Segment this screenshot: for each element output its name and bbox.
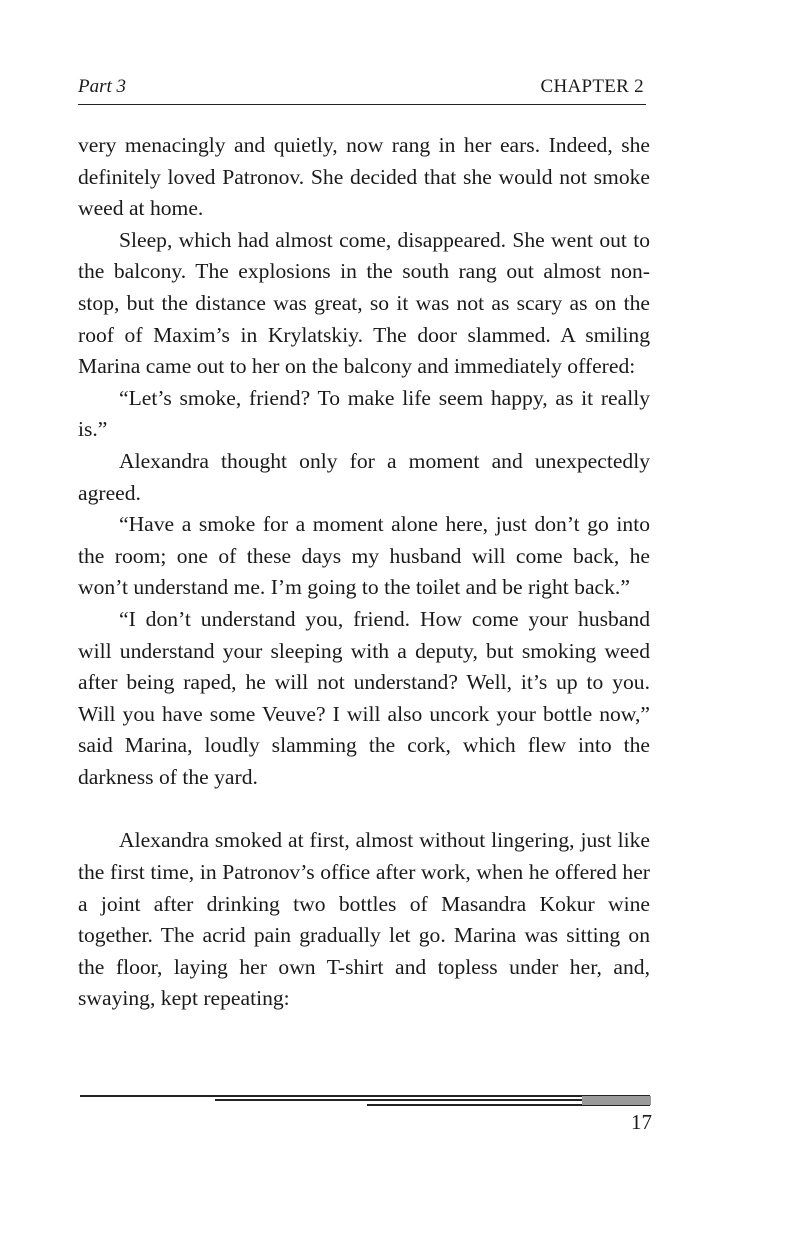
- running-header: [78, 76, 646, 105]
- part-label: Part 3: [78, 76, 127, 97]
- paragraph: Sleep, which had almost come, disappeared. She went out to the balcony. The explosions in the south rang out almost non-stop, but the distance was great, so it was not as scary as on the roof of Maxim’s in Krylatskiy. The door slammed. A smiling Marina came out to her on the balcony and immediately offered:: [78, 227, 650, 379]
- body-text: [78, 130, 650, 1015]
- footer-rule-accent: [582, 1096, 651, 1105]
- paragraph: Alexandra thought only for a moment and unexpectedly agreed.: [78, 448, 650, 505]
- paragraph: “Let’s smoke, friend? To make life seem happy, as it really is.”: [78, 385, 650, 442]
- page-number: 17: [631, 1110, 652, 1134]
- footer-rule: [80, 1095, 650, 1097]
- paragraph: very menacingly and quietly, now rang in her ears. Indeed, she definitely loved Patronov. She decided that she would not smoke weed at home.: [78, 133, 650, 221]
- paragraph: Alexandra smoked at first, almost without lingering, just like the first time, in Patronov’s office after work, when he offered her a joint after drinking two bottles of Masandra Kokur wine together. The acrid pain gradually let go. Marina was sitting on the floor, laying her own T-shirt and topless under her, and, swaying, kept repeating:: [78, 828, 650, 1011]
- section-break: [78, 793, 650, 825]
- chapter-label: CHAPTER 2: [540, 76, 644, 97]
- paragraph: “Have a smoke for a moment alone here, just don’t go into the room; one of these days my husband will come back, he won’t understand me. I’m going to the toilet and be right back.”: [78, 512, 650, 600]
- paragraph: “I don’t understand you, friend. How come your husband will understand your sleeping with a deputy, but smoking weed after being raped, he will not understand? Well, it’s up to you. Will you have some Veuve? I will also uncork your bottle now,” said Marina, loudly slamming the cork, which flew into the darkness of the yard.: [78, 606, 650, 789]
